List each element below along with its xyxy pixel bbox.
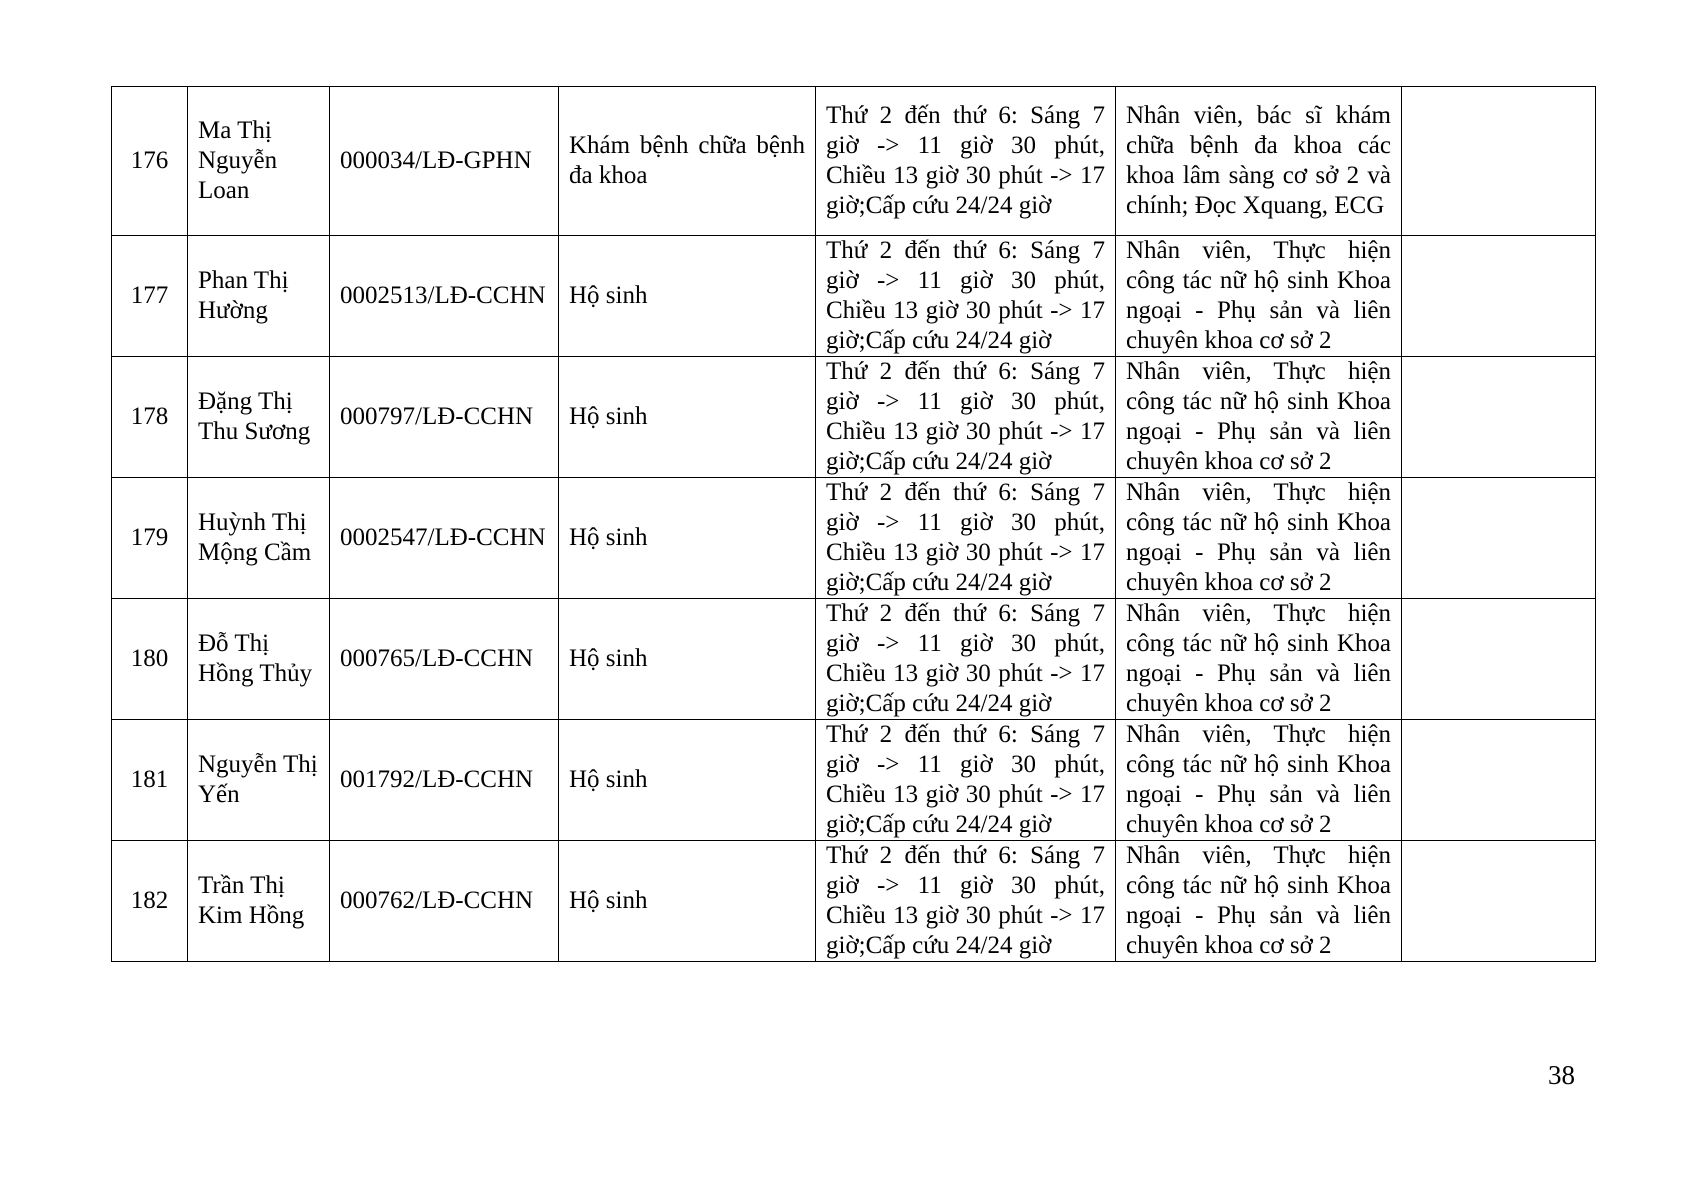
note-cell xyxy=(1402,599,1596,720)
note-cell xyxy=(1402,841,1596,962)
scope-cell: Hộ sinh xyxy=(559,599,816,720)
scope-cell: Hộ sinh xyxy=(559,236,816,357)
note-cell xyxy=(1402,720,1596,841)
position-cell: Nhân viên, Thực hiện công tác nữ hộ sinh Khoa ngoại - Phụ sản và liên chuyên khoa cơ sở 2 xyxy=(1116,720,1402,841)
schedule-cell: Thứ 2 đến thứ 6: Sáng 7 giờ -> 11 giờ 30 phút, Chiều 13 giờ 30 phút -> 17 giờ;Cấp cứu 24/24 giờ xyxy=(816,357,1116,478)
position-cell: Nhân viên, bác sĩ khám chữa bệnh đa khoa các khoa lâm sàng cơ sở 2 và chính; Đọc Xquang, ECG xyxy=(1116,87,1402,236)
table-row xyxy=(112,478,1596,599)
schedule-cell: Thứ 2 đến thứ 6: Sáng 7 giờ -> 11 giờ 30 phút, Chiều 13 giờ 30 phút -> 17 giờ;Cấp cứu 24/24 giờ xyxy=(816,599,1116,720)
stt-cell: 181 xyxy=(112,720,188,841)
note-cell xyxy=(1402,236,1596,357)
name-cell: Huỳnh Thị Mộng Cầm xyxy=(188,478,330,599)
position-cell: Nhân viên, Thực hiện công tác nữ hộ sinh Khoa ngoại - Phụ sản và liên chuyên khoa cơ sở 2 xyxy=(1116,841,1402,962)
license-cell: 0002513/LĐ-CCHN xyxy=(330,236,559,357)
stt-cell: 179 xyxy=(112,478,188,599)
scope-cell: Khám bệnh chữa bệnh đa khoa xyxy=(559,87,816,236)
license-cell: 000762/LĐ-CCHN xyxy=(330,841,559,962)
schedule-cell: Thứ 2 đến thứ 6: Sáng 7 giờ -> 11 giờ 30 phút, Chiều 13 giờ 30 phút -> 17 giờ;Cấp cứu 24/24 giờ xyxy=(816,478,1116,599)
table-row xyxy=(112,720,1596,841)
schedule-cell: Thứ 2 đến thứ 6: Sáng 7 giờ -> 11 giờ 30 phút, Chiều 13 giờ 30 phút -> 17 giờ;Cấp cứu 24/24 giờ xyxy=(816,236,1116,357)
stt-cell: 177 xyxy=(112,236,188,357)
license-cell: 000797/LĐ-CCHN xyxy=(330,357,559,478)
scope-cell: Hộ sinh xyxy=(559,720,816,841)
table-row xyxy=(112,236,1596,357)
schedule-cell: Thứ 2 đến thứ 6: Sáng 7 giờ -> 11 giờ 30 phút, Chiều 13 giờ 30 phút -> 17 giờ;Cấp cứu 24/24 giờ xyxy=(816,87,1116,236)
schedule-cell: Thứ 2 đến thứ 6: Sáng 7 giờ -> 11 giờ 30 phút, Chiều 13 giờ 30 phút -> 17 giờ;Cấp cứu 24/24 giờ xyxy=(816,720,1116,841)
schedule-cell: Thứ 2 đến thứ 6: Sáng 7 giờ -> 11 giờ 30 phút, Chiều 13 giờ 30 phút -> 17 giờ;Cấp cứu 24/24 giờ xyxy=(816,841,1116,962)
table-row xyxy=(112,357,1596,478)
note-cell xyxy=(1402,357,1596,478)
stt-cell: 178 xyxy=(112,357,188,478)
license-cell: 000765/LĐ-CCHN xyxy=(330,599,559,720)
position-cell: Nhân viên, Thực hiện công tác nữ hộ sinh Khoa ngoại - Phụ sản và liên chuyên khoa cơ sở 2 xyxy=(1116,357,1402,478)
table-row xyxy=(112,841,1596,962)
position-cell: Nhân viên, Thực hiện công tác nữ hộ sinh Khoa ngoại - Phụ sản và liên chuyên khoa cơ sở 2 xyxy=(1116,599,1402,720)
license-cell: 001792/LĐ-CCHN xyxy=(330,720,559,841)
note-cell xyxy=(1402,87,1596,236)
note-cell xyxy=(1402,478,1596,599)
position-cell: Nhân viên, Thực hiện công tác nữ hộ sinh Khoa ngoại - Phụ sản và liên chuyên khoa cơ sở 2 xyxy=(1116,478,1402,599)
stt-cell: 176 xyxy=(112,87,188,236)
scope-cell: Hộ sinh xyxy=(559,841,816,962)
stt-cell: 180 xyxy=(112,599,188,720)
name-cell: Trần Thị Kim Hồng xyxy=(188,841,330,962)
scope-cell: Hộ sinh xyxy=(559,478,816,599)
name-cell: Phan Thị Hường xyxy=(188,236,330,357)
table-row xyxy=(112,599,1596,720)
stt-cell: 182 xyxy=(112,841,188,962)
staff-table xyxy=(111,86,1596,962)
page-number: 38 xyxy=(1548,1060,1575,1090)
name-cell: Ma Thị Nguyễn Loan xyxy=(188,87,330,236)
table-row xyxy=(112,87,1596,236)
name-cell: Đỗ Thị Hồng Thủy xyxy=(188,599,330,720)
scope-cell: Hộ sinh xyxy=(559,357,816,478)
position-cell: Nhân viên, Thực hiện công tác nữ hộ sinh Khoa ngoại - Phụ sản và liên chuyên khoa cơ sở 2 xyxy=(1116,236,1402,357)
name-cell: Đặng Thị Thu Sương xyxy=(188,357,330,478)
license-cell: 0002547/LĐ-CCHN xyxy=(330,478,559,599)
name-cell: Nguyễn Thị Yến xyxy=(188,720,330,841)
license-cell: 000034/LĐ-GPHN xyxy=(330,87,559,236)
